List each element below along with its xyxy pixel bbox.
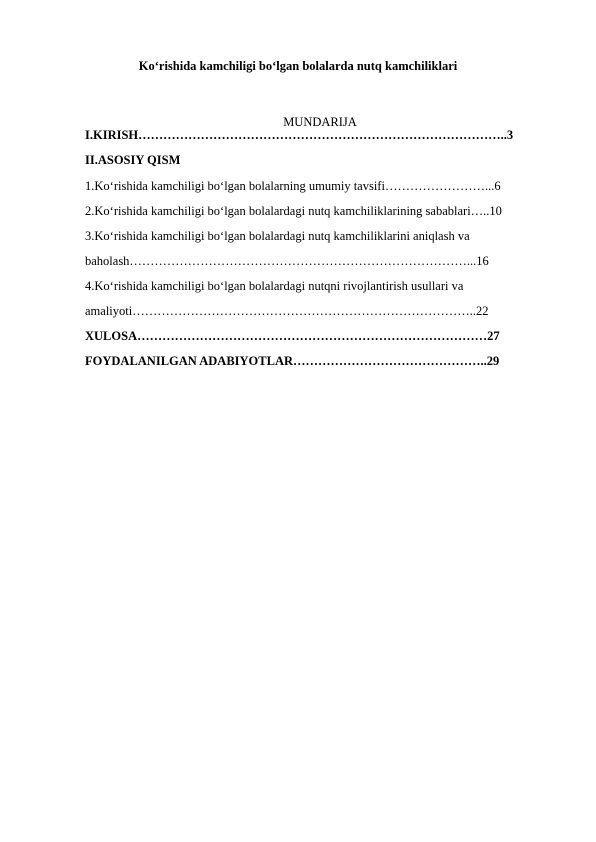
toc-entry-2: 2.Ko‘rishida kamchiligi bo‘lgan bolalardagi nutq kamchiliklarining sabablari…..10	[85, 204, 502, 218]
toc-heading: MUNDARIJA	[283, 115, 357, 129]
toc-entry-4-line2: amaliyoti………………………………………………………………………..22	[85, 304, 489, 318]
toc-entry-1: 1.Ko‘rishida kamchiligi bo‘lgan bolalarning umumiy tavsifi……………………...6	[85, 179, 501, 193]
toc-entry-3-line2: baholash………………………………………………………………………...16	[85, 254, 489, 268]
toc-entry-kirish: I.KIRISH……………………………………………………………………………..3	[85, 128, 514, 142]
toc-entry-adabiyotlar: FOYDALANILGAN ADABIYOTLAR………………………………………..29	[85, 354, 500, 368]
toc-entry-asosiy-qism: II.ASOSIY QISM	[85, 153, 181, 167]
toc-entry-xulosa: XULOSA…………………………………………………………………………27	[85, 329, 500, 343]
toc-entry-3-line1: 3.Ko‘rishida kamchiligi bo‘lgan bolalardagi nutq kamchiliklarini aniqlash va	[85, 229, 470, 243]
toc-entry-4-line1: 4.Ko‘rishida kamchiligi bo‘lgan bolalardagi nutqni rivojlantirish usullari va	[85, 279, 464, 293]
document-title: Ko‘rishida kamchiligi bo‘lgan bolalarda nutq kamchiliklari	[138, 59, 458, 73]
